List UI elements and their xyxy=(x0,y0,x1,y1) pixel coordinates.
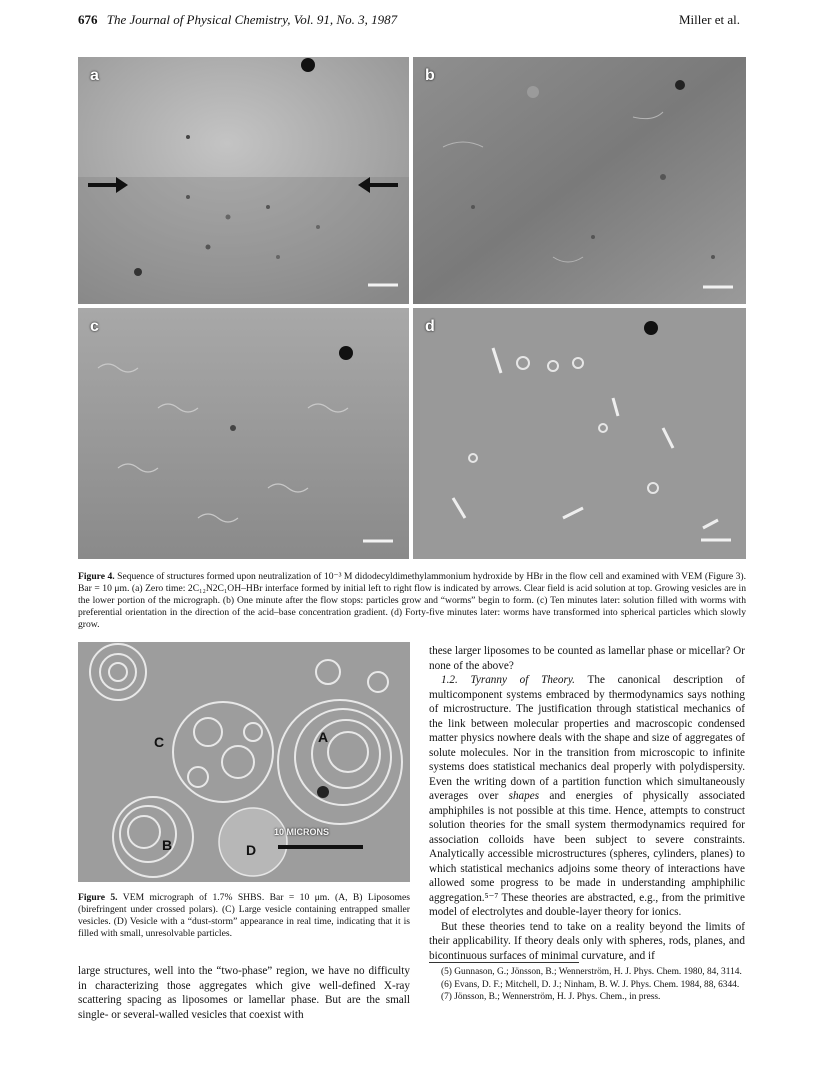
left-column-body xyxy=(78,964,410,1022)
micrograph-a-image xyxy=(78,57,409,304)
figure4-panel-d xyxy=(413,308,746,559)
right-paragraph-2a: The canonical description of multicomponent systems embraced by thermodynamics says nothing of microstructure. The justification through statistical mechanics of the link between molecular properties and macroscopic condensed matter physics nowhere deals with the shape and size of aggregates of solute molecules. Nor in the transition from microscopic to infinite systems does statistical mechanics deal properly with polydispersity. Even the writing down of a partition function which simultaneously averages over xyxy=(429,674,745,802)
figure4-caption-lead: Figure 4. xyxy=(78,571,115,582)
left-column-paragraph: large structures, well into the “two-phase” region, we have no difficulty in characterizing those aggregates which give well-defined X-ray scattering spacing as liposomes or lamellar phase. But are the small single- or several-walled vesicles that coexist with xyxy=(78,965,410,1021)
author-header: Miller et al. xyxy=(678,12,740,27)
right-paragraph-2b: and energies of physically associated amphiphiles is not possible at this time. Hence, attempts to construct solution theories for the small system thermodynamics required for association colloids have been subject to severe constraints. Analytically accessible microstructures (spheres, cylinders, planes) to which statistical mechanics adjoins some theory of interactions have allowed some progress to be made in understanding amphiphilic aggregation.⁵⁻⁷ These theories are abstracted, e.g., from the primitive model of electrolytes and double-layer theory for ionics. xyxy=(429,790,746,918)
references-rule xyxy=(429,962,579,963)
right-column-body xyxy=(429,644,745,963)
figure5-micrograph xyxy=(78,642,410,882)
right-paragraph-3: But these theories tend to take on a reality beyond the limits of their applicability. If theory deals only with spheres, rods, planes, and bicontinuous surfaces of minimal curvature, and if xyxy=(429,920,745,962)
figure5-caption-lead: Figure 5. xyxy=(78,892,118,903)
reference-5: (5) Gunnason, G.; Jönsson, B.; Wennerström, H. J. Phys. Chem. 1980, 84, 3114. xyxy=(441,967,742,977)
figure5-label-D: D xyxy=(246,842,257,858)
section-heading: 1.2. Tyranny of Theory. xyxy=(441,674,575,686)
reference-6: (6) Evans, D. F.; Mitchell, D. J.; Ninham, B. W. J. Phys. Chem. 1984, 88, 6344. xyxy=(441,979,740,990)
figure4-panel-a xyxy=(78,57,409,304)
running-header xyxy=(78,12,397,28)
micrograph-b-image xyxy=(413,57,746,304)
panel-label-d: d xyxy=(425,318,435,335)
references xyxy=(429,962,745,1005)
figure5-scale-text: 10 MICRONS xyxy=(274,827,330,837)
micrograph-c-image xyxy=(78,308,409,559)
figure4-panel-b xyxy=(413,57,746,304)
micrograph-d-image xyxy=(413,308,746,559)
figure5-caption xyxy=(78,892,410,940)
journal-title: The Journal of Physical Chemistry, Vol. 91, No. 3, 1987 xyxy=(106,12,398,27)
reference-7: (7) Jönsson, B.; Wennerström, H. J. Phys. Chem., in press. xyxy=(441,992,661,1002)
panel-label-b: b xyxy=(425,67,435,84)
figure4-caption xyxy=(78,571,746,631)
figure5-label-A: A xyxy=(318,729,329,745)
figure5-label-C: C xyxy=(154,734,165,750)
panel-label-a: a xyxy=(90,67,99,84)
figure4-panel-c xyxy=(78,308,409,559)
figure4-caption-text: Sequence of structures formed upon neutralization of 10⁻³ M didodecyldimethylammonium hydroxide by HBr in the flow cell and examined with VEM (Figure 3). Bar = 10 μm. (a) Zero time: 2C₁₂N2C₁OH–HBr interface formed by initial left to right flow is indicated by arrows. Clear field is acid solution at top. Growing vesicles are in the lower portion of the micrograph. (b) One minute after the flow stops: particles grow and “worms” begin to form. (c) Ten minutes later: solution filled with worms with preferential orientation in the direction of the acid–base concentration gradient. (d) Forty-five minutes later: worms have transformed into spherical particles which slowly grow. xyxy=(78,571,746,630)
figure5-label-B: B xyxy=(162,837,173,853)
micrograph-figure5-image xyxy=(78,642,410,882)
figure5-caption-text: VEM micrograph of 1.7% SHBS. Bar = 10 μm. (A, B) Liposomes (birefringent under crossed polars). (C) Large vesicle containing entrapped smaller vesicles. (D) Vesicle with a “dust-storm” appearance in real time, indicating that it is filled with small, unresolvable particles. xyxy=(78,892,410,939)
right-paragraph-2 xyxy=(429,673,745,920)
right-paragraph-1: these larger liposomes to be counted as lamellar phase or micellar? Or none of the above? xyxy=(429,645,745,672)
right-paragraph-2-emphasis: shapes xyxy=(508,790,540,802)
page-number: 676 xyxy=(78,12,98,27)
panel-label-c: c xyxy=(90,318,99,335)
